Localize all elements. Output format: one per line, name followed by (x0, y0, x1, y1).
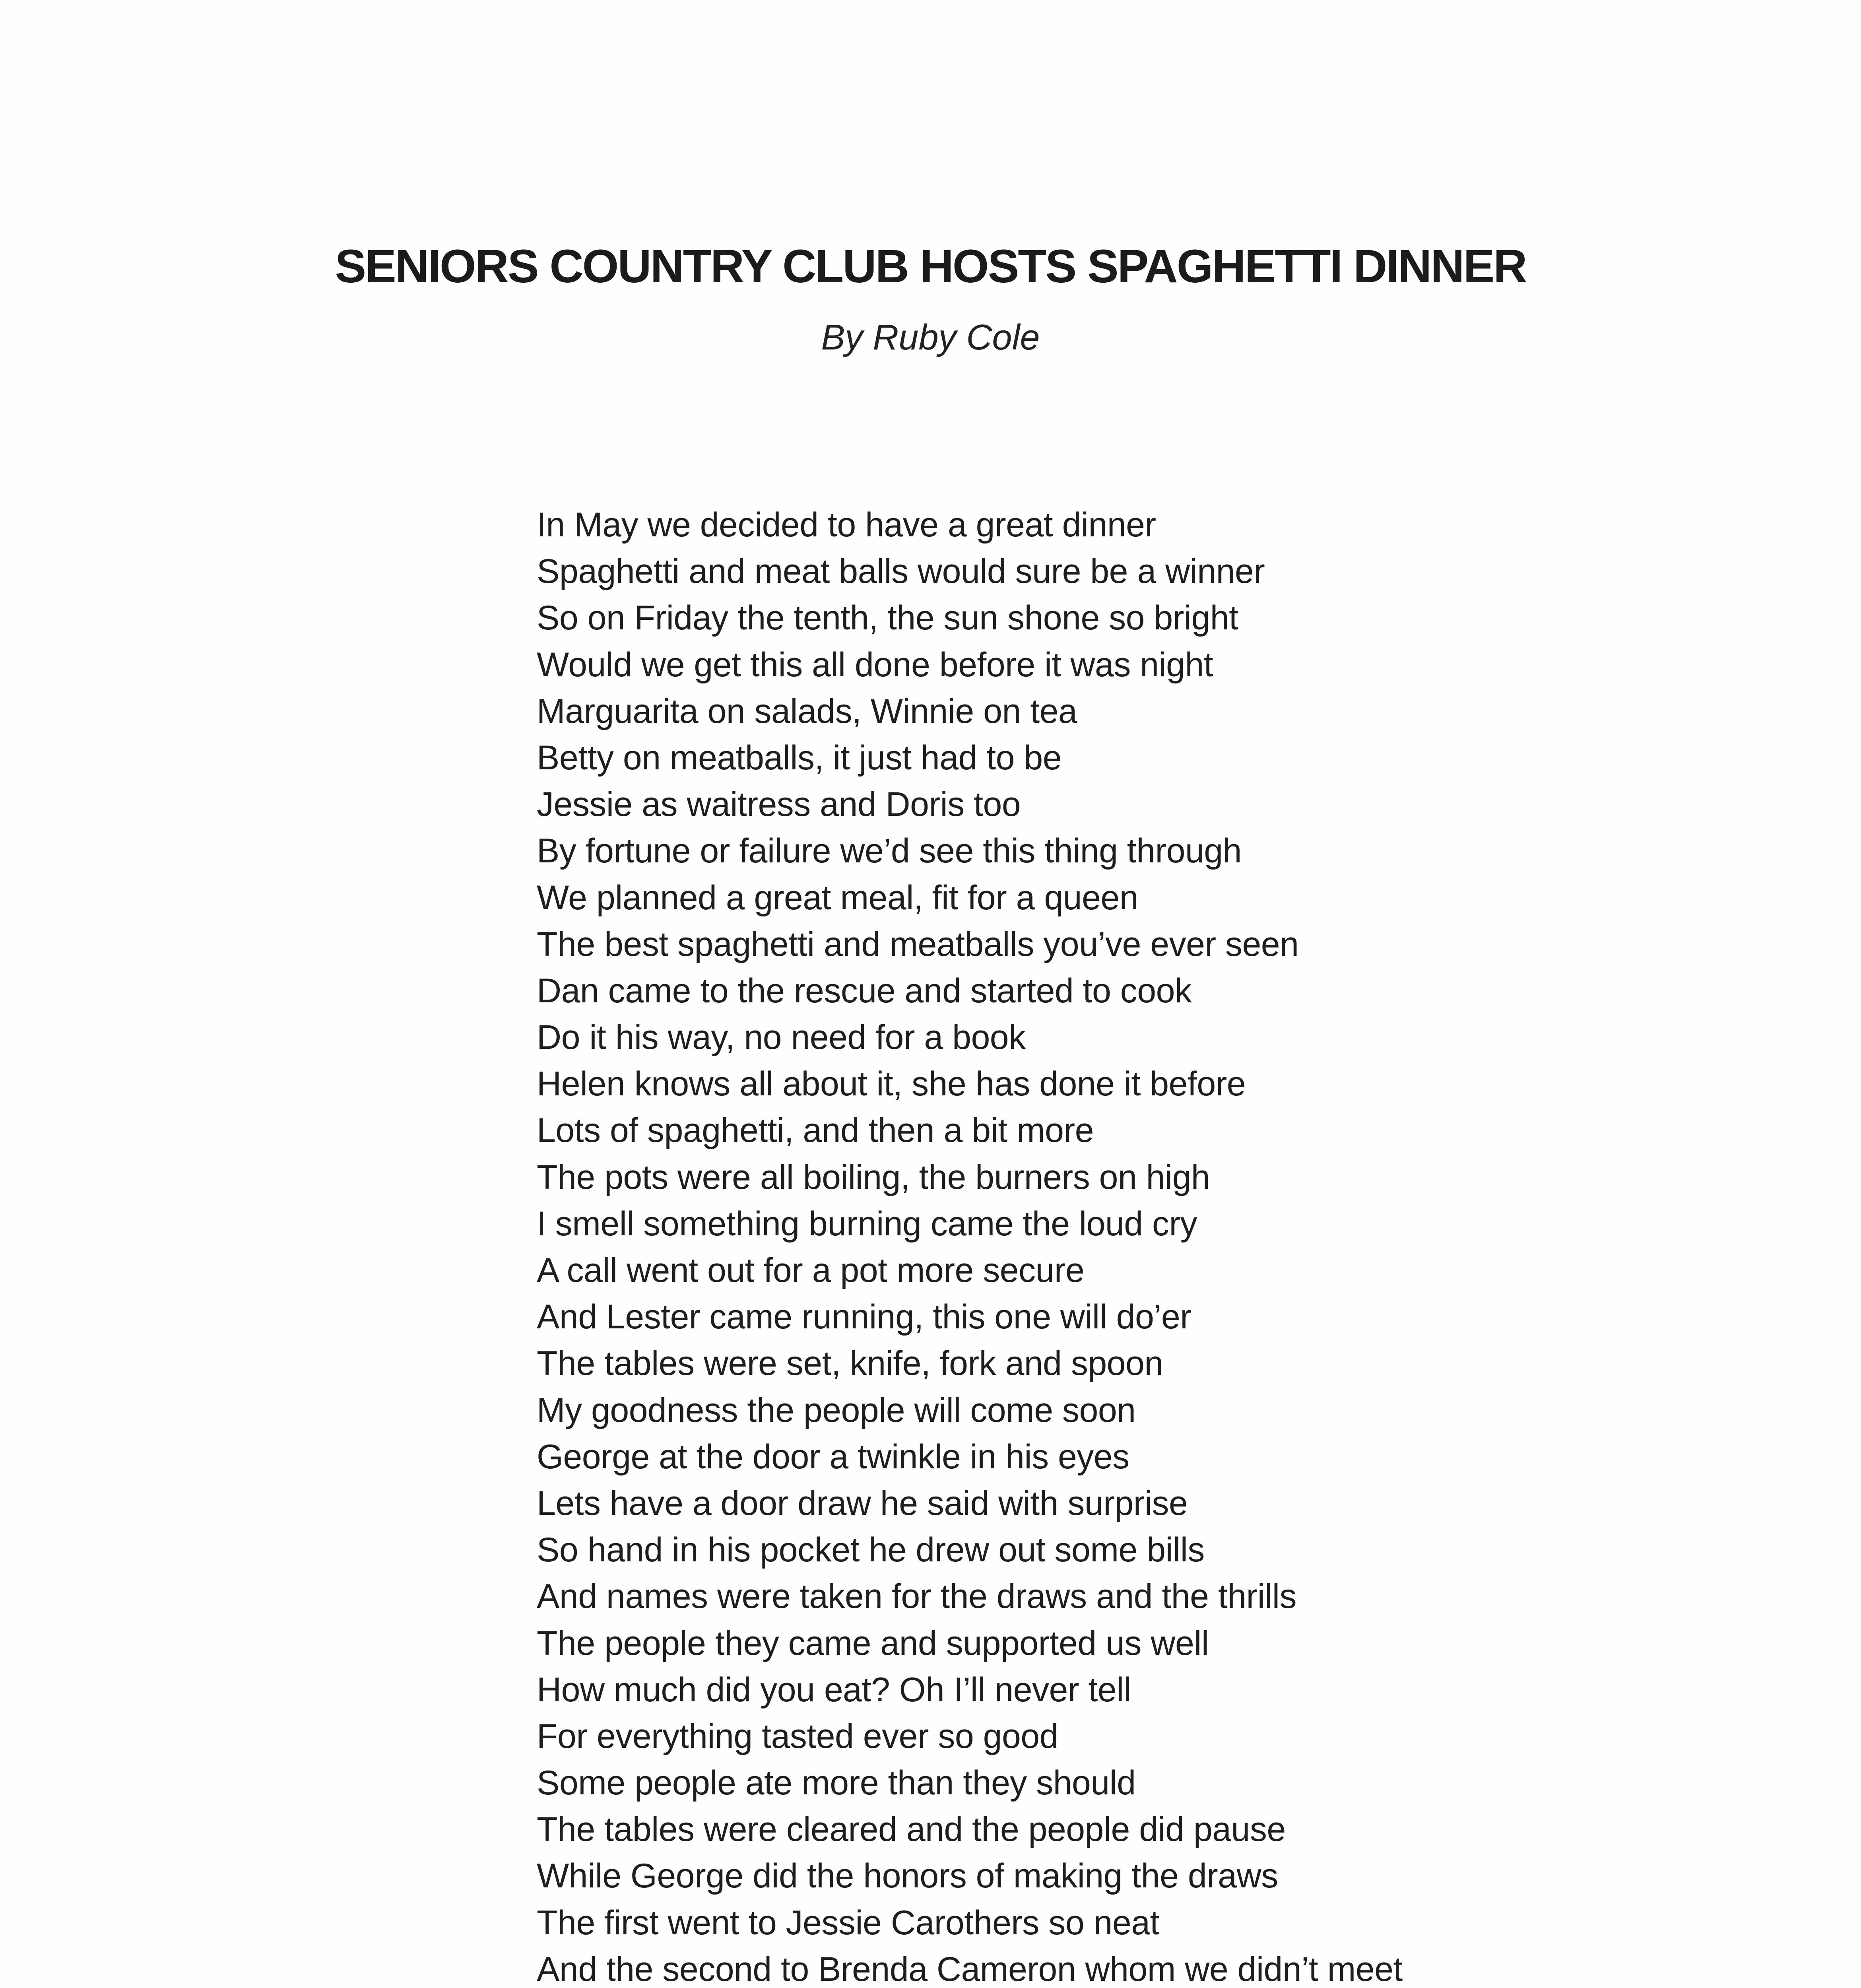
poem-line: A call went out for a pot more secure (537, 1251, 1085, 1289)
poem-line: The best spaghetti and meatballs you’ve ever seen (537, 925, 1299, 963)
poem-line: In May we decided to have a great dinner (537, 506, 1156, 544)
poem-line: Dan came to the rescue and started to cook (537, 971, 1192, 1010)
poem-line: How much did you eat? Oh I’ll never tell (537, 1670, 1131, 1709)
poem-line: Do it his way, no need for a book (537, 1018, 1026, 1057)
poem-line: The pots were all boiling, the burners on high (537, 1158, 1210, 1196)
poem-line: Jessie as waitress and Doris too (537, 785, 1021, 824)
poem-line: The tables were cleared and the people did pause (537, 1810, 1286, 1849)
poem-line: Some people ate more than they should (537, 1764, 1136, 1802)
poem-line: Marguarita on salads, Winnie on tea (537, 692, 1077, 730)
article-title: SENIORS COUNTRY CLUB HOSTS SPAGHETTI DINNER (335, 240, 1526, 293)
poem-line: And Lester came running, this one will do’er (537, 1298, 1192, 1336)
poem-line: The people they came and supported us well (537, 1624, 1209, 1662)
poem-line: We planned a great meal, fit for a queen (537, 878, 1139, 917)
poem-line: I smell something burning came the loud cry (537, 1204, 1197, 1243)
poem-line: My goodness the people will come soon (537, 1391, 1136, 1429)
poem-line: And the second to Brenda Cameron whom we didn’t meet (537, 1950, 1403, 1988)
poem-line: George at the door a twinkle in his eyes (537, 1437, 1129, 1476)
poem-line: Lets have a door draw he said with surprise (537, 1484, 1188, 1522)
poem-body (537, 502, 1809, 1988)
poem-line: Would we get this all done before it was night (537, 645, 1213, 684)
poem-line: While George did the honors of making the draws (537, 1857, 1278, 1895)
poem-line: And names were taken for the draws and the thrills (537, 1577, 1297, 1616)
poem-line: For everything tasted ever so good (537, 1717, 1058, 1755)
poem-line: Lots of spaghetti, and then a bit more (537, 1111, 1094, 1150)
poem-line: By fortune or failure we’d see this thing through (537, 832, 1242, 870)
poem-line: So on Friday the tenth, the sun shone so bright (537, 599, 1238, 637)
poem-line: Spaghetti and meat balls would sure be a winner (537, 552, 1265, 591)
article-byline: By Ruby Cole (821, 318, 1040, 357)
poem-line: The first went to Jessie Carothers so neat (537, 1903, 1159, 1942)
poem-line: Helen knows all about it, she has done it before (537, 1065, 1246, 1103)
poem-line: The tables were set, knife, fork and spoon (537, 1344, 1163, 1383)
poem-line: So hand in his pocket he drew out some bills (537, 1531, 1205, 1569)
poem-line: Betty on meatballs, it just had to be (537, 738, 1062, 777)
